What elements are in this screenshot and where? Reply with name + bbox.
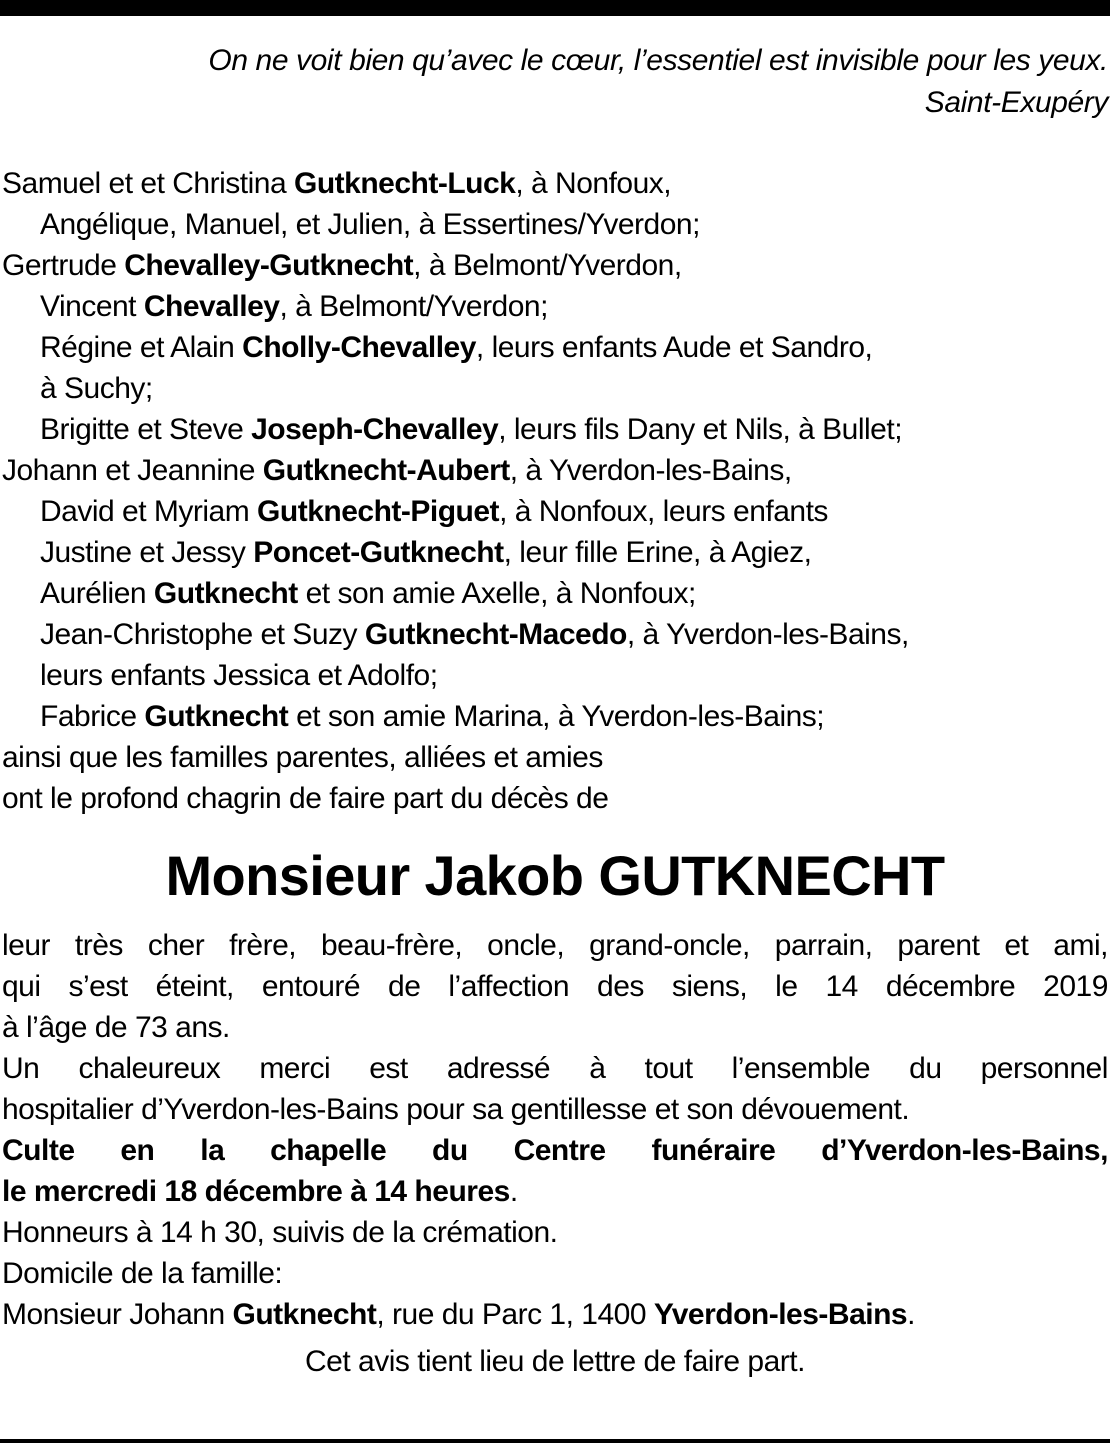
word: la [200,1134,225,1167]
family-line [2,614,1108,655]
body-line [2,1007,1108,1048]
family-line [2,245,1108,286]
family-surname: Chevalley-Gutknecht [124,249,414,282]
word: du [432,1134,468,1167]
family-line [2,450,1108,491]
text: hospitalier d’Yverdon-les-Bains pour sa gentillesse et son dévouement. [2,1093,910,1126]
text: , à Belmont/Yverdon; [279,290,548,323]
word: à [589,1052,606,1085]
word: de [388,970,421,1003]
text: Honneurs à 14 h 30, suivis de la crémation. [2,1216,558,1249]
word: et [1004,929,1029,962]
service-time: le mercredi 18 décembre à 14 heures [2,1175,510,1208]
text: Justine et Jessy [40,536,254,569]
text: David et Myriam [40,495,258,528]
word: 14 [825,970,858,1003]
family-surname: Gutknecht-Piguet [257,495,500,528]
address-line [2,1294,1108,1335]
family-line [2,491,1108,532]
text: Fabrice [40,700,145,733]
bottom-rule [0,1439,1110,1443]
text: et son amie Marina, à Yverdon-les-Bains; [288,700,825,733]
word: merci [259,1052,331,1085]
word: en [120,1134,155,1167]
family-surname: Poncet-Gutknecht [253,536,504,569]
body-line [2,1212,1108,1253]
word: Culte [2,1134,75,1167]
family-surname: Cholly-Chevalley [242,331,476,364]
epigraph-author: Saint-Exupéry [924,86,1108,119]
word: s’est [68,970,128,1003]
word: tout [644,1052,693,1085]
family-line [2,204,1108,245]
word: Un [2,1052,40,1085]
word: l’ensemble [731,1052,871,1085]
family-line [2,286,1108,327]
word: très [74,929,123,962]
family-surname: Joseph-Chevalley [251,413,499,446]
text: . [907,1298,915,1331]
text: Angélique, Manuel, et Julien, à Essertines/Yverdon; [40,208,700,241]
word: leur [2,929,51,962]
word: entouré [261,970,361,1003]
family-line [2,532,1108,573]
family-surname: Gutknecht-Aubert [262,454,510,487]
justified-line [2,925,1108,966]
closing-note: Cet avis tient lieu de lettre de faire part. [305,1345,805,1378]
word: adressé [446,1052,551,1085]
service-line [2,1130,1108,1171]
word: Centre [513,1134,606,1167]
text: Johann et Jeannine [2,454,263,487]
text: , à Nonfoux, [515,167,672,200]
word: est [369,1052,408,1085]
word: cher [147,929,205,962]
text: Samuel et et Christina [2,167,294,200]
text: , leur fille Erine, à Agiez, [503,536,812,569]
service-time-line [2,1171,1108,1212]
text: , à Yverdon-les-Bains, [509,454,792,487]
word: d’Yverdon-les-Bains, [821,1134,1108,1167]
word: grand-oncle, [589,929,750,962]
word: l’affection [448,970,570,1003]
text: et son amie Axelle, à Nonfoux; [297,577,696,610]
family-surname: Gutknecht [144,700,289,733]
family-surname: Gutknecht [153,577,298,610]
text: Jean-Christophe et Suzy [40,618,365,651]
text: ainsi que les familles parentes, alliées et amies [2,741,603,774]
text: , à Belmont/Yverdon, [413,249,682,282]
family-line [2,163,1108,204]
family-surname: Gutknecht-Macedo [364,618,627,651]
text: à l’âge de 73 ans. [2,1011,230,1044]
family-line [2,368,1108,409]
word: ami, [1053,929,1108,962]
word: parrain, [774,929,873,962]
surname: Gutknecht [232,1298,377,1331]
word: siens, [671,970,748,1003]
word: 2019 [1043,970,1108,1003]
text: Régine et Alain [40,331,243,364]
family-line [2,573,1108,614]
word: décembre [885,970,1016,1003]
epigraph [8,40,1108,124]
word: qui [2,970,41,1003]
body-line [2,1253,1108,1294]
notice-body [2,925,1108,1335]
family-line [2,655,1108,696]
word: frère, [229,929,297,962]
word: personnel [980,1052,1108,1085]
family-line [2,409,1108,450]
epigraph-quote: On ne voit bien qu’avec le cœur, l’essentiel est invisible pour les yeux. [208,44,1108,77]
justified-line [2,966,1108,1007]
city: Yverdon-les-Bains [653,1298,908,1331]
text: Monsieur Johann [2,1298,233,1331]
text: , leurs fils Dany et Nils, à Bullet; [498,413,903,446]
deceased-name: Monsieur Jakob GUTKNECHT [165,844,945,907]
family-line [2,327,1108,368]
word: du [909,1052,942,1085]
text: Gertrude [2,249,125,282]
justified-line [2,1048,1108,1089]
word: le [775,970,798,1003]
word: beau-frère, [321,929,463,962]
family-surname: Gutknecht-Luck [293,167,516,200]
family-line [2,737,1108,778]
text: , leurs enfants Aude et Sandro, [475,331,873,364]
text: leurs enfants Jessica et Adolfo; [40,659,438,692]
word: chaleureux [78,1052,221,1085]
text: . [509,1175,518,1208]
body-line [2,1089,1108,1130]
family-line [2,696,1108,737]
text: Domicile de la famille: [2,1257,283,1290]
word: parent [897,929,980,962]
word: chapelle [270,1134,387,1167]
family-list [2,163,1108,819]
word: oncle, [487,929,565,962]
text: Vincent [40,290,144,323]
word: des [597,970,644,1003]
text: , rue du Parc 1, 1400 [376,1298,654,1331]
top-rule [0,0,1110,16]
text: à Suchy; [40,372,153,405]
word: funéraire [651,1134,776,1167]
family-surname: Chevalley [143,290,280,323]
text: , à Yverdon-les-Bains, [626,618,909,651]
text: , à Nonfoux, leurs enfants [499,495,828,528]
text: ont le profond chagrin de faire part du décès de [2,782,609,815]
word: éteint, [155,970,234,1003]
text: Aurélien [40,577,154,610]
text: Brigitte et Steve [40,413,252,446]
family-line [2,778,1108,819]
